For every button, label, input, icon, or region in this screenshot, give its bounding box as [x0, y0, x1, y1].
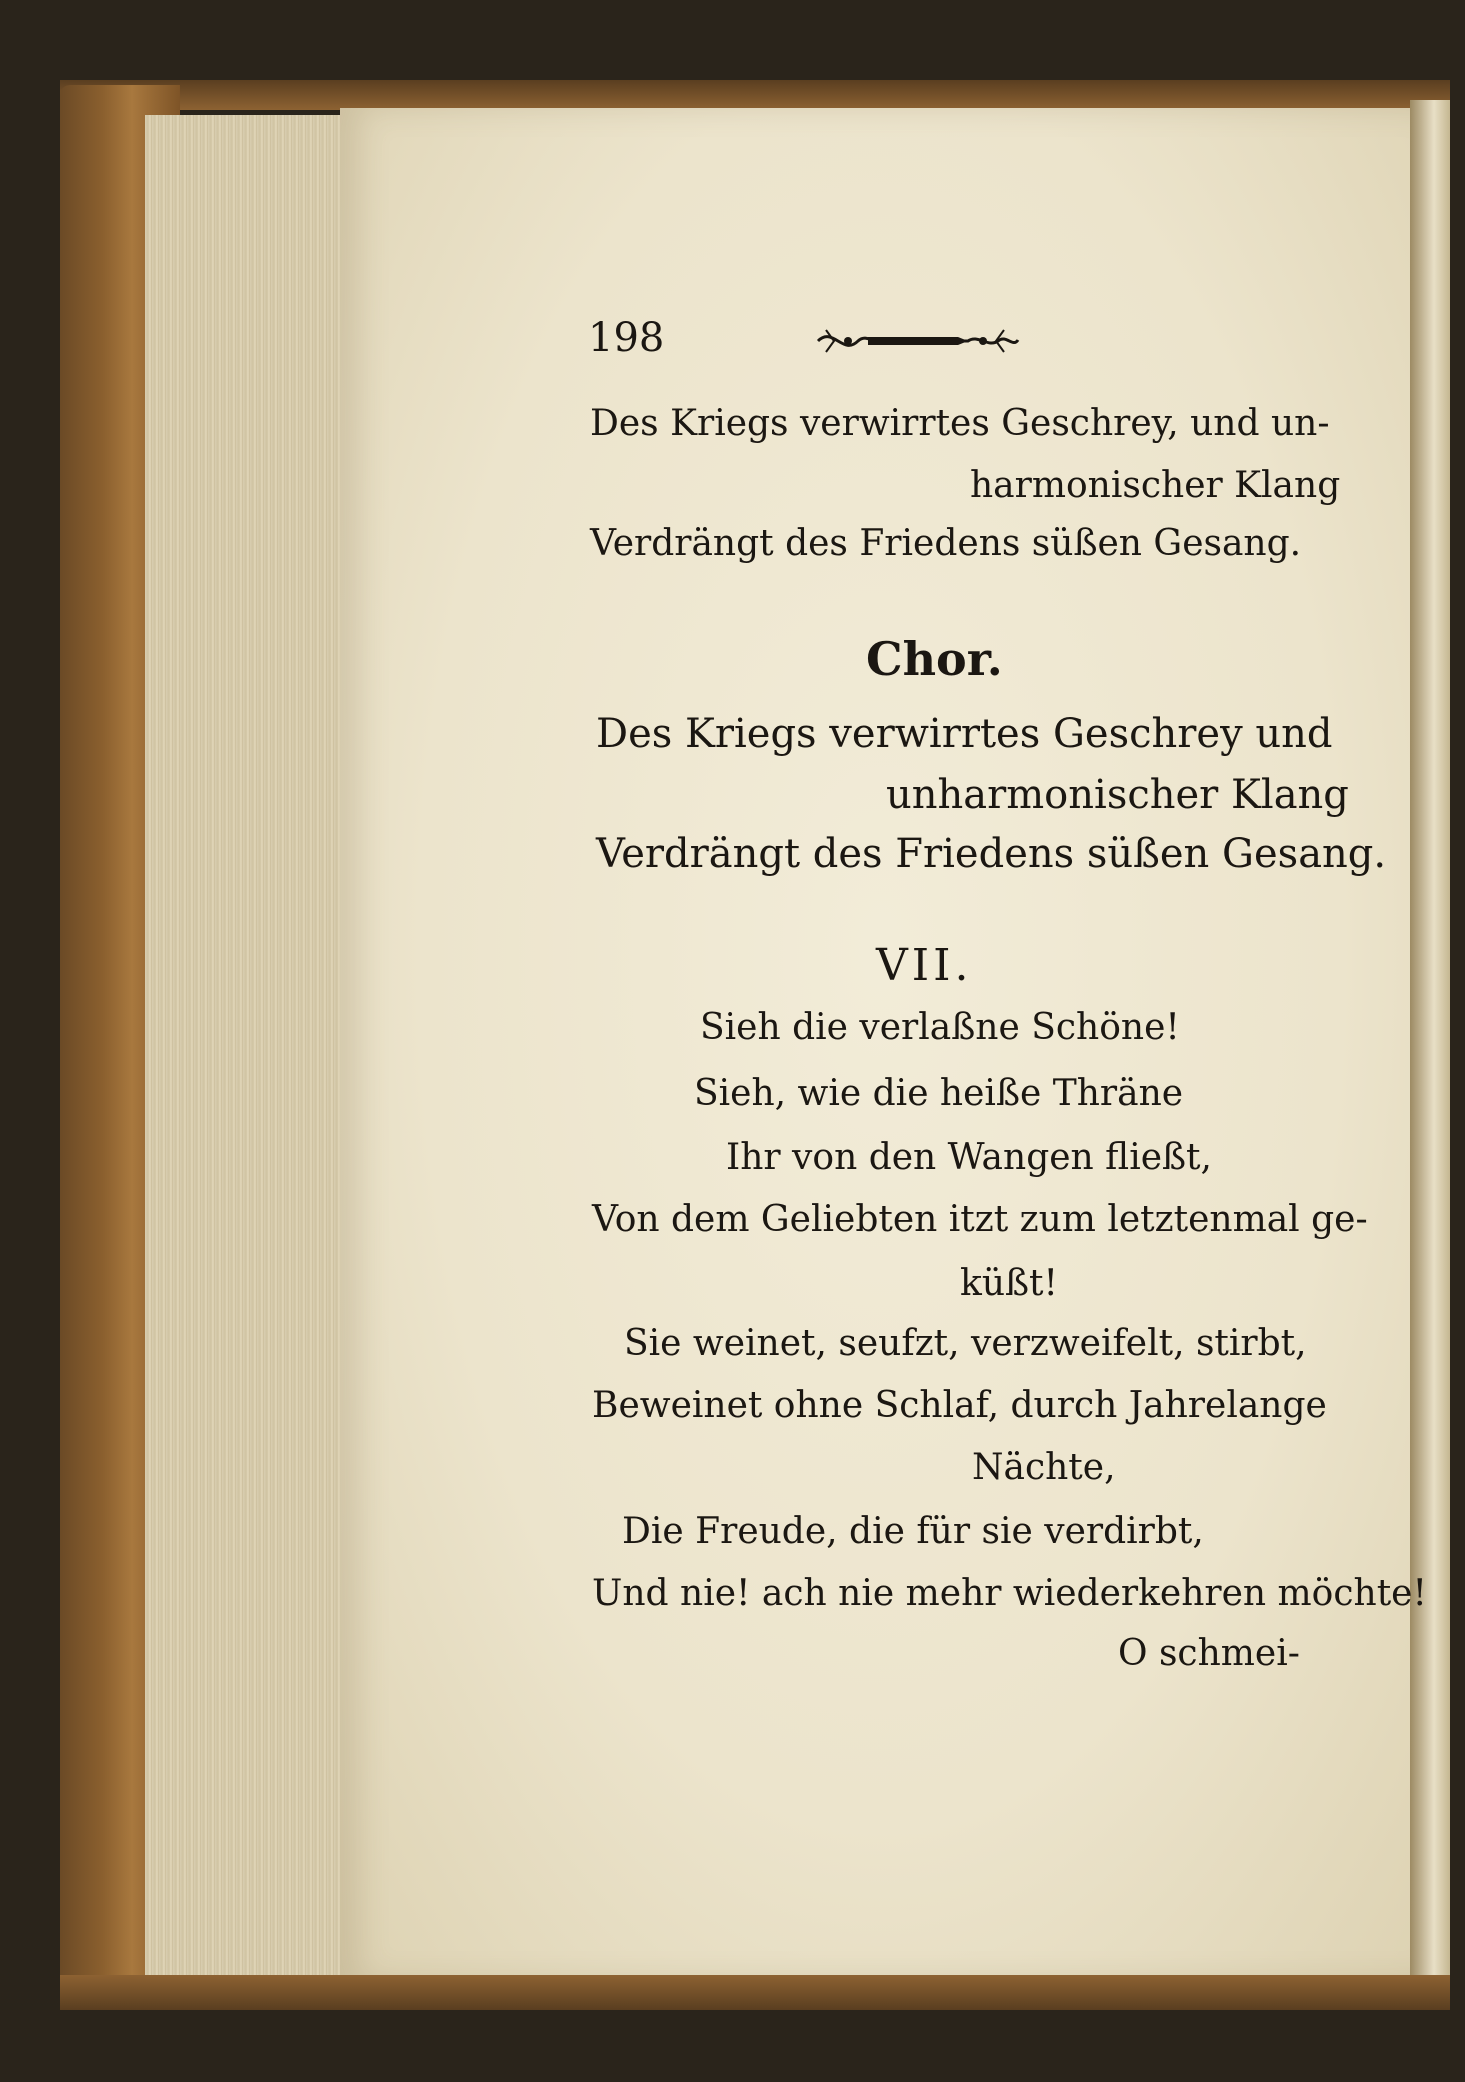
verse-line: Beweinet ohne Schlaf, durch Jahrelange [592, 1385, 1327, 1426]
verse-line: Von dem Geliebten itzt zum letztenmal ge- [592, 1199, 1368, 1240]
chorus-line: Verdrängt des Friedens süßen Gesang. [596, 831, 1387, 877]
chorus-heading: Chor. [866, 632, 1003, 686]
verse-line: Und nie! ach nie mehr wiederkehren möchte! [592, 1573, 1427, 1614]
book-cover-top [60, 80, 1450, 110]
verse-line: Verdrängt des Friedens süßen Gesang. [590, 523, 1302, 564]
page-number: 198 [588, 315, 665, 361]
verse-line: Des Kriegs verwirrtes Geschrey, und un- [590, 403, 1330, 444]
verse-line: Die Freude, die für sie verdirbt, [622, 1511, 1204, 1552]
page-edges [145, 115, 357, 1985]
catchword: O schmei- [1118, 1633, 1300, 1674]
verse-line: Sieh die verlaßne Schöne! [700, 1007, 1180, 1048]
section-numeral: VII. [876, 940, 973, 991]
verse-line: Nächte, [972, 1447, 1116, 1488]
verse-line: Sieh, wie die heiße Thräne [694, 1073, 1184, 1114]
verse-line: harmonischer Klang [970, 465, 1341, 506]
chorus-line: unharmonischer Klang [886, 772, 1349, 818]
verse-line: Ihr von den Wangen fließt, [726, 1137, 1212, 1178]
chorus-line: Des Kriegs verwirrtes Geschrey und [596, 711, 1333, 757]
decorative-flourish-icon [808, 318, 1022, 364]
book-cover-bottom [60, 1975, 1450, 2010]
next-page-edge [1410, 100, 1450, 1985]
verse-line: küßt! [960, 1263, 1058, 1304]
verse-line: Sie weinet, seufzt, verzweifelt, stirbt, [624, 1323, 1307, 1364]
